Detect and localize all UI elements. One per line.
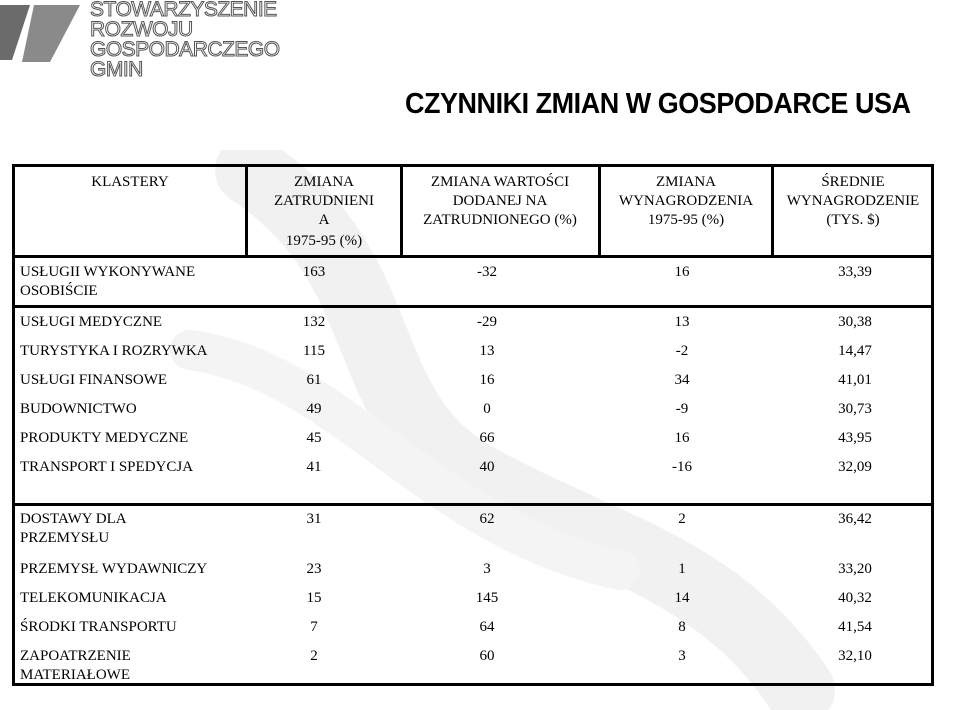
table-cell: 40 (479, 459, 495, 475)
table-cell: 66 (479, 430, 495, 446)
table-cell: 2 (678, 511, 686, 527)
row-label: BUDOWNICTWO (20, 401, 137, 417)
table-cell: -16 (672, 459, 692, 475)
logo-line: GMIN (90, 58, 143, 81)
table-cell: 31 (306, 511, 322, 527)
table-cell: 15 (306, 590, 322, 606)
column-divider (771, 167, 774, 257)
table-cell: 132 (302, 314, 326, 330)
table-cell: -32 (477, 264, 497, 280)
table-cell: 3 (483, 561, 491, 577)
column-divider (598, 167, 601, 257)
table-cell: 30,38 (838, 314, 872, 330)
table-cell: 0 (483, 401, 491, 417)
table-cell: 33,20 (838, 561, 872, 577)
table-cell: 33,39 (838, 264, 872, 280)
table-cell: 32,09 (838, 459, 872, 475)
table-cell: 30,73 (838, 401, 872, 417)
table-cell: 49 (306, 401, 322, 417)
table-cell: -29 (477, 314, 497, 330)
header-zmiana-wartosci: ZMIANA WARTOŚCI DODANEJ NA ZATRUDNIONEGO (%) (423, 174, 577, 228)
row-label: ŚRODKI TRANSPORTU (20, 619, 177, 635)
table-cell: 13 (674, 314, 690, 330)
row-label: USŁUGI FINANSOWE (20, 372, 168, 388)
table-cell: 43,95 (838, 430, 872, 446)
logo-line: GOSPODARCZEGO (90, 38, 280, 61)
row-label: DOSTAWY DLA PRZEMYSŁU (20, 511, 127, 546)
table-cell: 40,32 (838, 590, 872, 606)
table-cell: 45 (306, 430, 322, 446)
table-cell: 16 (479, 372, 495, 388)
header-divider (15, 255, 931, 258)
header-zmiana-zatrudnienia: ZMIANA ZATRUDNIENI A 1975-95 (%) (274, 174, 374, 249)
table-cell: 62 (479, 511, 495, 527)
table-cell: 1 (678, 561, 686, 577)
header-srednie-wynagrodzenie: ŚREDNIE WYNAGRODZENIE (TYS. $) (786, 174, 920, 228)
row-divider (15, 503, 931, 506)
table-cell: 163 (302, 264, 326, 280)
table-cell: 7 (310, 619, 318, 635)
row-divider (15, 305, 931, 308)
header-zmiana-wynagrodzenia: ZMIANA WYNAGRODZENIA 1975-95 (%) (618, 174, 754, 228)
table-cell: 41 (306, 459, 322, 475)
logo-mark-icon (0, 0, 90, 70)
table-cell: 60 (479, 648, 495, 664)
table-cell: 16 (674, 264, 690, 280)
header-klastery: KLASTERY (91, 174, 169, 190)
table-cell: 115 (303, 343, 325, 359)
logo-text (90, 0, 280, 80)
table-cell: 13 (479, 343, 495, 359)
row-label: USŁUGI MEDYCZNE (20, 314, 163, 330)
page-title: CZYNNIKI ZMIAN W GOSPODARCE USA (405, 88, 911, 120)
table-cell: -2 (675, 343, 689, 359)
table-cell: 8 (678, 619, 686, 635)
table-cell: 145 (475, 590, 499, 606)
table-cell: 32,10 (838, 648, 872, 664)
data-table (12, 164, 934, 686)
table-cell: 23 (306, 561, 322, 577)
table-cell: 2 (310, 648, 318, 664)
row-label: TURYSTYKA I ROZRYWKA (20, 343, 208, 359)
column-divider (400, 167, 403, 257)
logo-line: ROZWOJU (90, 18, 193, 41)
column-divider (245, 167, 248, 257)
logo-line: STOWARZYSZENIE (90, 0, 277, 21)
table-cell: 41,01 (838, 372, 872, 388)
row-label: TELEKOMUNIKACJA (20, 590, 167, 606)
row-label: PRODUKTY MEDYCZNE (20, 430, 189, 446)
table-cell: 3 (678, 648, 686, 664)
table-cell: 14,47 (838, 343, 872, 359)
table-cell: 16 (674, 430, 690, 446)
table-cell: 36,42 (838, 511, 872, 527)
logo (0, 0, 300, 80)
table-cell: 64 (479, 619, 495, 635)
row-label: ZAPOATRZENIE MATERIAŁOWE (20, 648, 131, 683)
table-cell: 34 (674, 372, 690, 388)
table-cell: 41,54 (838, 619, 872, 635)
table-cell: 61 (306, 372, 322, 388)
table-cell: 14 (674, 590, 690, 606)
row-label: TRANSPORT I SPEDYCJA (20, 459, 194, 475)
row-label: PRZEMYSŁ WYDAWNICZY (20, 561, 208, 577)
table-cell: -9 (675, 401, 689, 417)
row-label: USŁUGII WYKONYWANE OSOBIŚCIE (20, 264, 196, 299)
